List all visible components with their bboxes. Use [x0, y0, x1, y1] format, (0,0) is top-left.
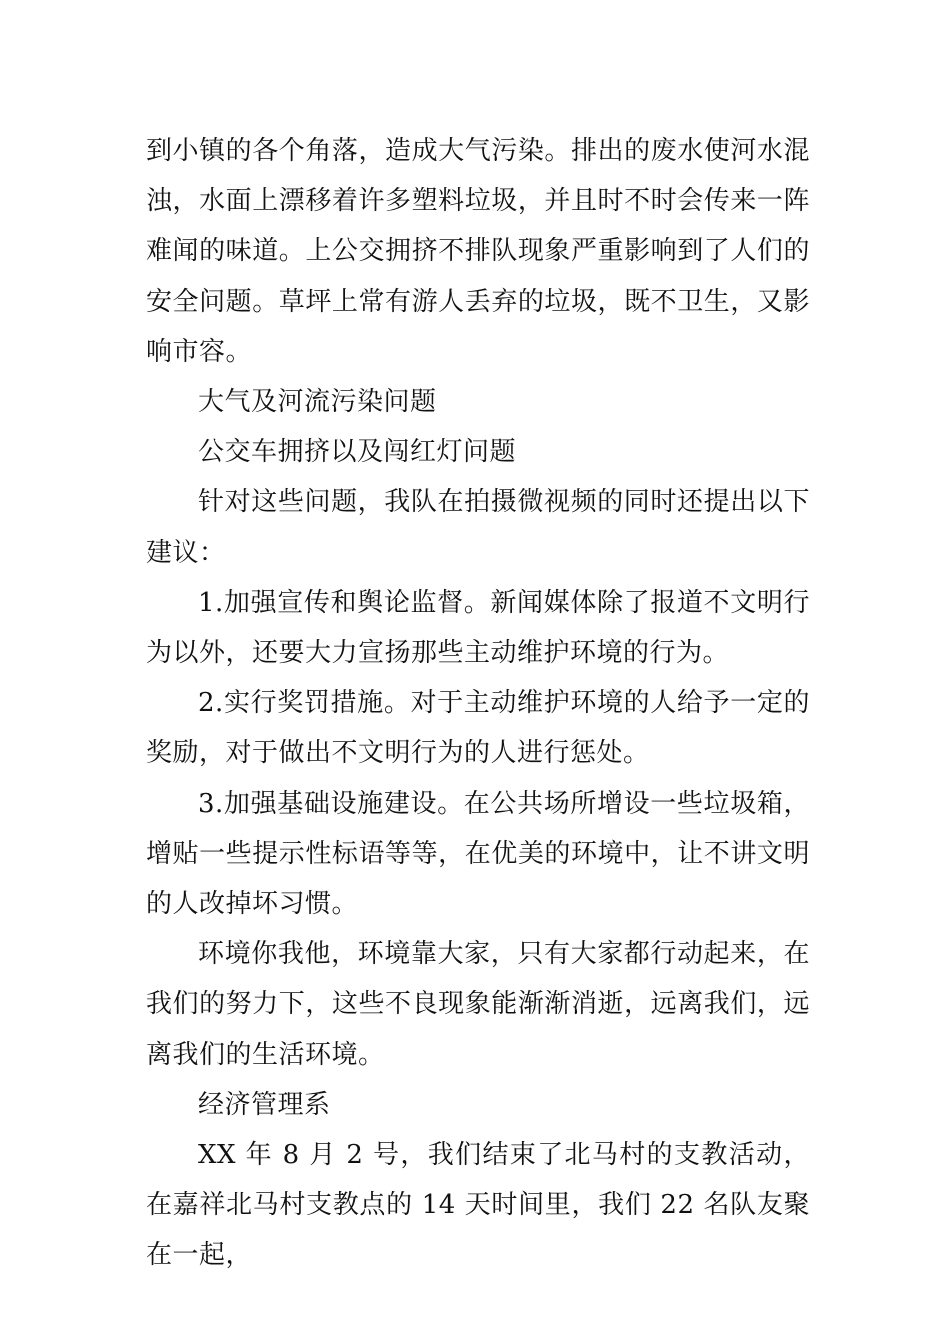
document-body	[146, 126, 810, 1281]
paragraph-department-heading: 经济管理系	[198, 1089, 331, 1120]
paragraph-suggestions-intro: 针对这些问题，我队在拍摄微视频的同时还提出以下建议：	[146, 487, 810, 568]
paragraph-suggestion-3: 3.加强基础设施建设。在公共场所增设一些垃圾箱，增贴一些提示性标语等等，在优美的环境中，让不讲文明的人改掉坏习惯。	[146, 788, 810, 920]
paragraph-teaching-activity: XX 年 8 月 2 号，我们结束了北马村的支教活动，在嘉祥北马村支教点的 14 天时间里，我们 22 名队友聚在一起，	[146, 1140, 810, 1271]
paragraph-suggestion-2: 2.实行奖罚措施。对于主动维护环境的人给予一定的奖励，对于做出不文明行为的人进行惩处。	[146, 688, 810, 769]
paragraph-conclusion: 环境你我他，环境靠大家，只有大家都行动起来，在我们的努力下，这些不良现象能渐渐消逝，远离我们，远离我们的生活环境。	[146, 939, 810, 1070]
paragraph-pollution-description: 到小镇的各个角落，造成大气污染。排出的废水使河水混浊，水面上漂移着许多塑料垃圾，并且时不时会传来一阵难闻的味道。上公交拥挤不排队现象严重影响到了人们的安全问题。草坪上常有游人丢弃的垃圾，既不卫生，又影响市容。	[146, 136, 810, 367]
paragraph-bus-crowding: 公交车拥挤以及闯红灯问题	[198, 437, 517, 468]
paragraph-suggestion-1: 1.加强宣传和舆论监督。新闻媒体除了报道不文明行为以外，还要大力宣扬那些主动维护环境的行为。	[146, 587, 810, 669]
paragraph-air-river-pollution: 大气及河流污染问题	[198, 387, 437, 418]
